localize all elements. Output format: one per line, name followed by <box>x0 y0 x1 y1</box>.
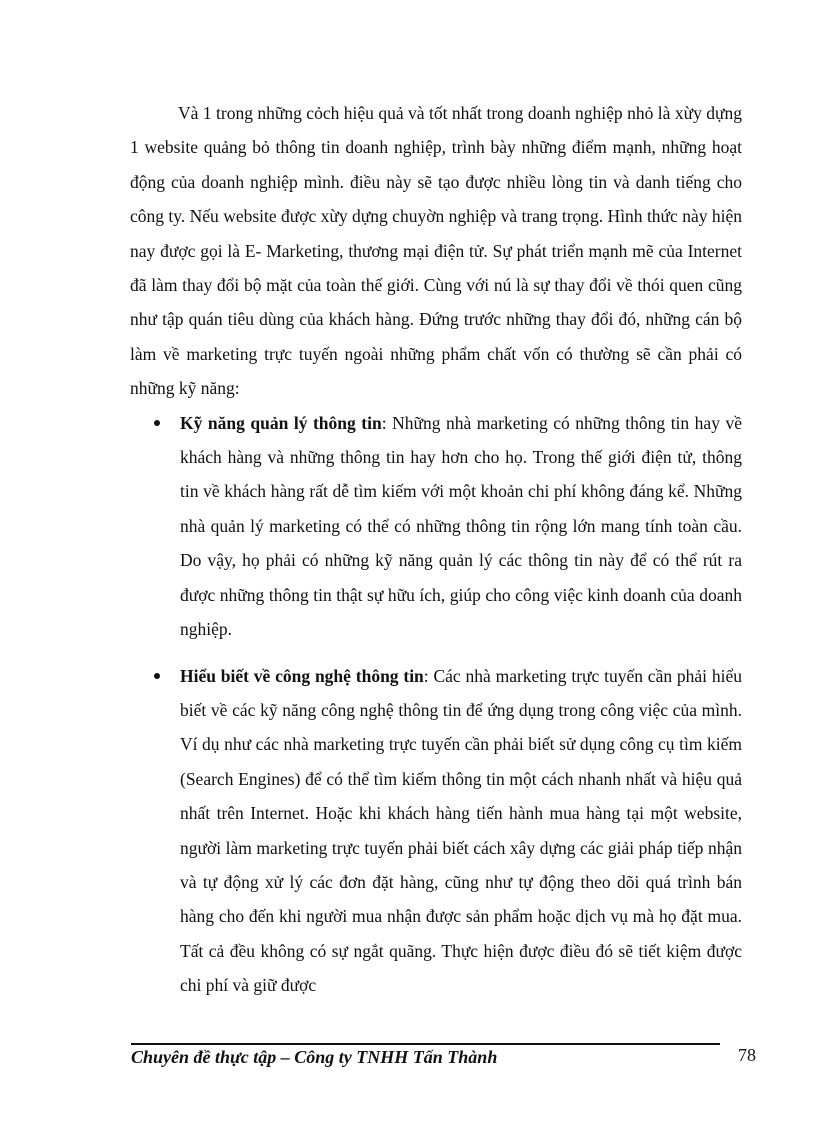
body-text <box>130 96 742 1003</box>
bullet-icon <box>154 673 160 679</box>
bullet-item-it-knowledge <box>130 659 742 1003</box>
bullet-icon <box>154 420 160 426</box>
footer-title: Chuyên đề thực tập – Công ty TNHH Tấn Thành <box>131 1047 498 1067</box>
intro-paragraph: Và 1 trong những cỏch hiệu quả và tốt nhất trong doanh nghiệp nhỏ là xừy dựng 1 website quảng bỏ thông tin doanh nghiệp, trình bày những điểm mạnh, những hoạt động của doanh nghiệp mình. điều này sẽ tạo được nhiều lòng tin và danh tiếng cho công ty. Nếu website được xừy dựng chuyờn nghiệp và trang trọng. Hình thức này hiện nay được gọi là E- Marketing, thương mại điện tử. Sự phát triển mạnh mẽ của Internet đã làm thay đổi bộ mặt của toàn thế giới. Cùng với nú là sự thay đổi về thói quen cũng như tập quán tiêu dùng của khách hàng. Đứng trước những thay đổi đó, những cán bộ làm về marketing trực tuyến ngoài những phẩm chất vốn có thường sẽ cần phải có những kỹ năng: <box>130 103 742 399</box>
bullet-list <box>130 406 742 1003</box>
footer-divider <box>131 1043 720 1045</box>
page-number: 78 <box>738 1045 756 1065</box>
bullet-item-information-management <box>130 406 742 647</box>
bullet-term: Hiểu biết về công nghệ thông tin <box>180 665 424 686</box>
bullet-term: Kỹ năng quản lý thông tin <box>180 412 382 433</box>
bullet-text: : Các nhà marketing trực tuyến cần phải hiểu biết về các kỹ năng công nghệ thông tin để ứng dụng trong công việc của mình. Ví dụ như các nhà marketing trực tuyến cần phải biết sử dụng công cụ tìm kiếm (Search Engines) để có thể tìm kiếm thông tin một cách nhanh nhất và hiệu quả nhất trên Internet. Hoặc khi khách hàng tiến hành mua hàng tại một website, người làm marketing trực tuyến phải biết cách xây dựng các giải pháp tiếp nhận và tự động xử lý các đơn đặt hàng, cũng như tự động theo dõi quá trình bán hàng cho đến khi người mua nhận được sản phẩm hoặc dịch vụ mà họ đặt mua. Tất cả đều không có sự ngắt quãng. Thực hiện được điều đó sẽ tiết kiệm được chi phí và giữ được <box>180 665 742 996</box>
bullet-text: : Những nhà marketing có những thông tin hay về khách hàng và những thông tin hay hơn cho họ. Trong thế giới điện tử, thông tin về khách hàng rất dễ tìm kiếm với một khoản chi phí không đáng kể. Những nhà quản lý marketing có thể có những thông tin rộng lớn mang tính toàn cầu. Do vậy, họ phải có những kỹ năng quản lý các thông tin này để có thể rút ra được những thông tin thật sự hữu ích, giúp cho công việc kinh doanh của doanh nghiệp. <box>180 412 742 640</box>
